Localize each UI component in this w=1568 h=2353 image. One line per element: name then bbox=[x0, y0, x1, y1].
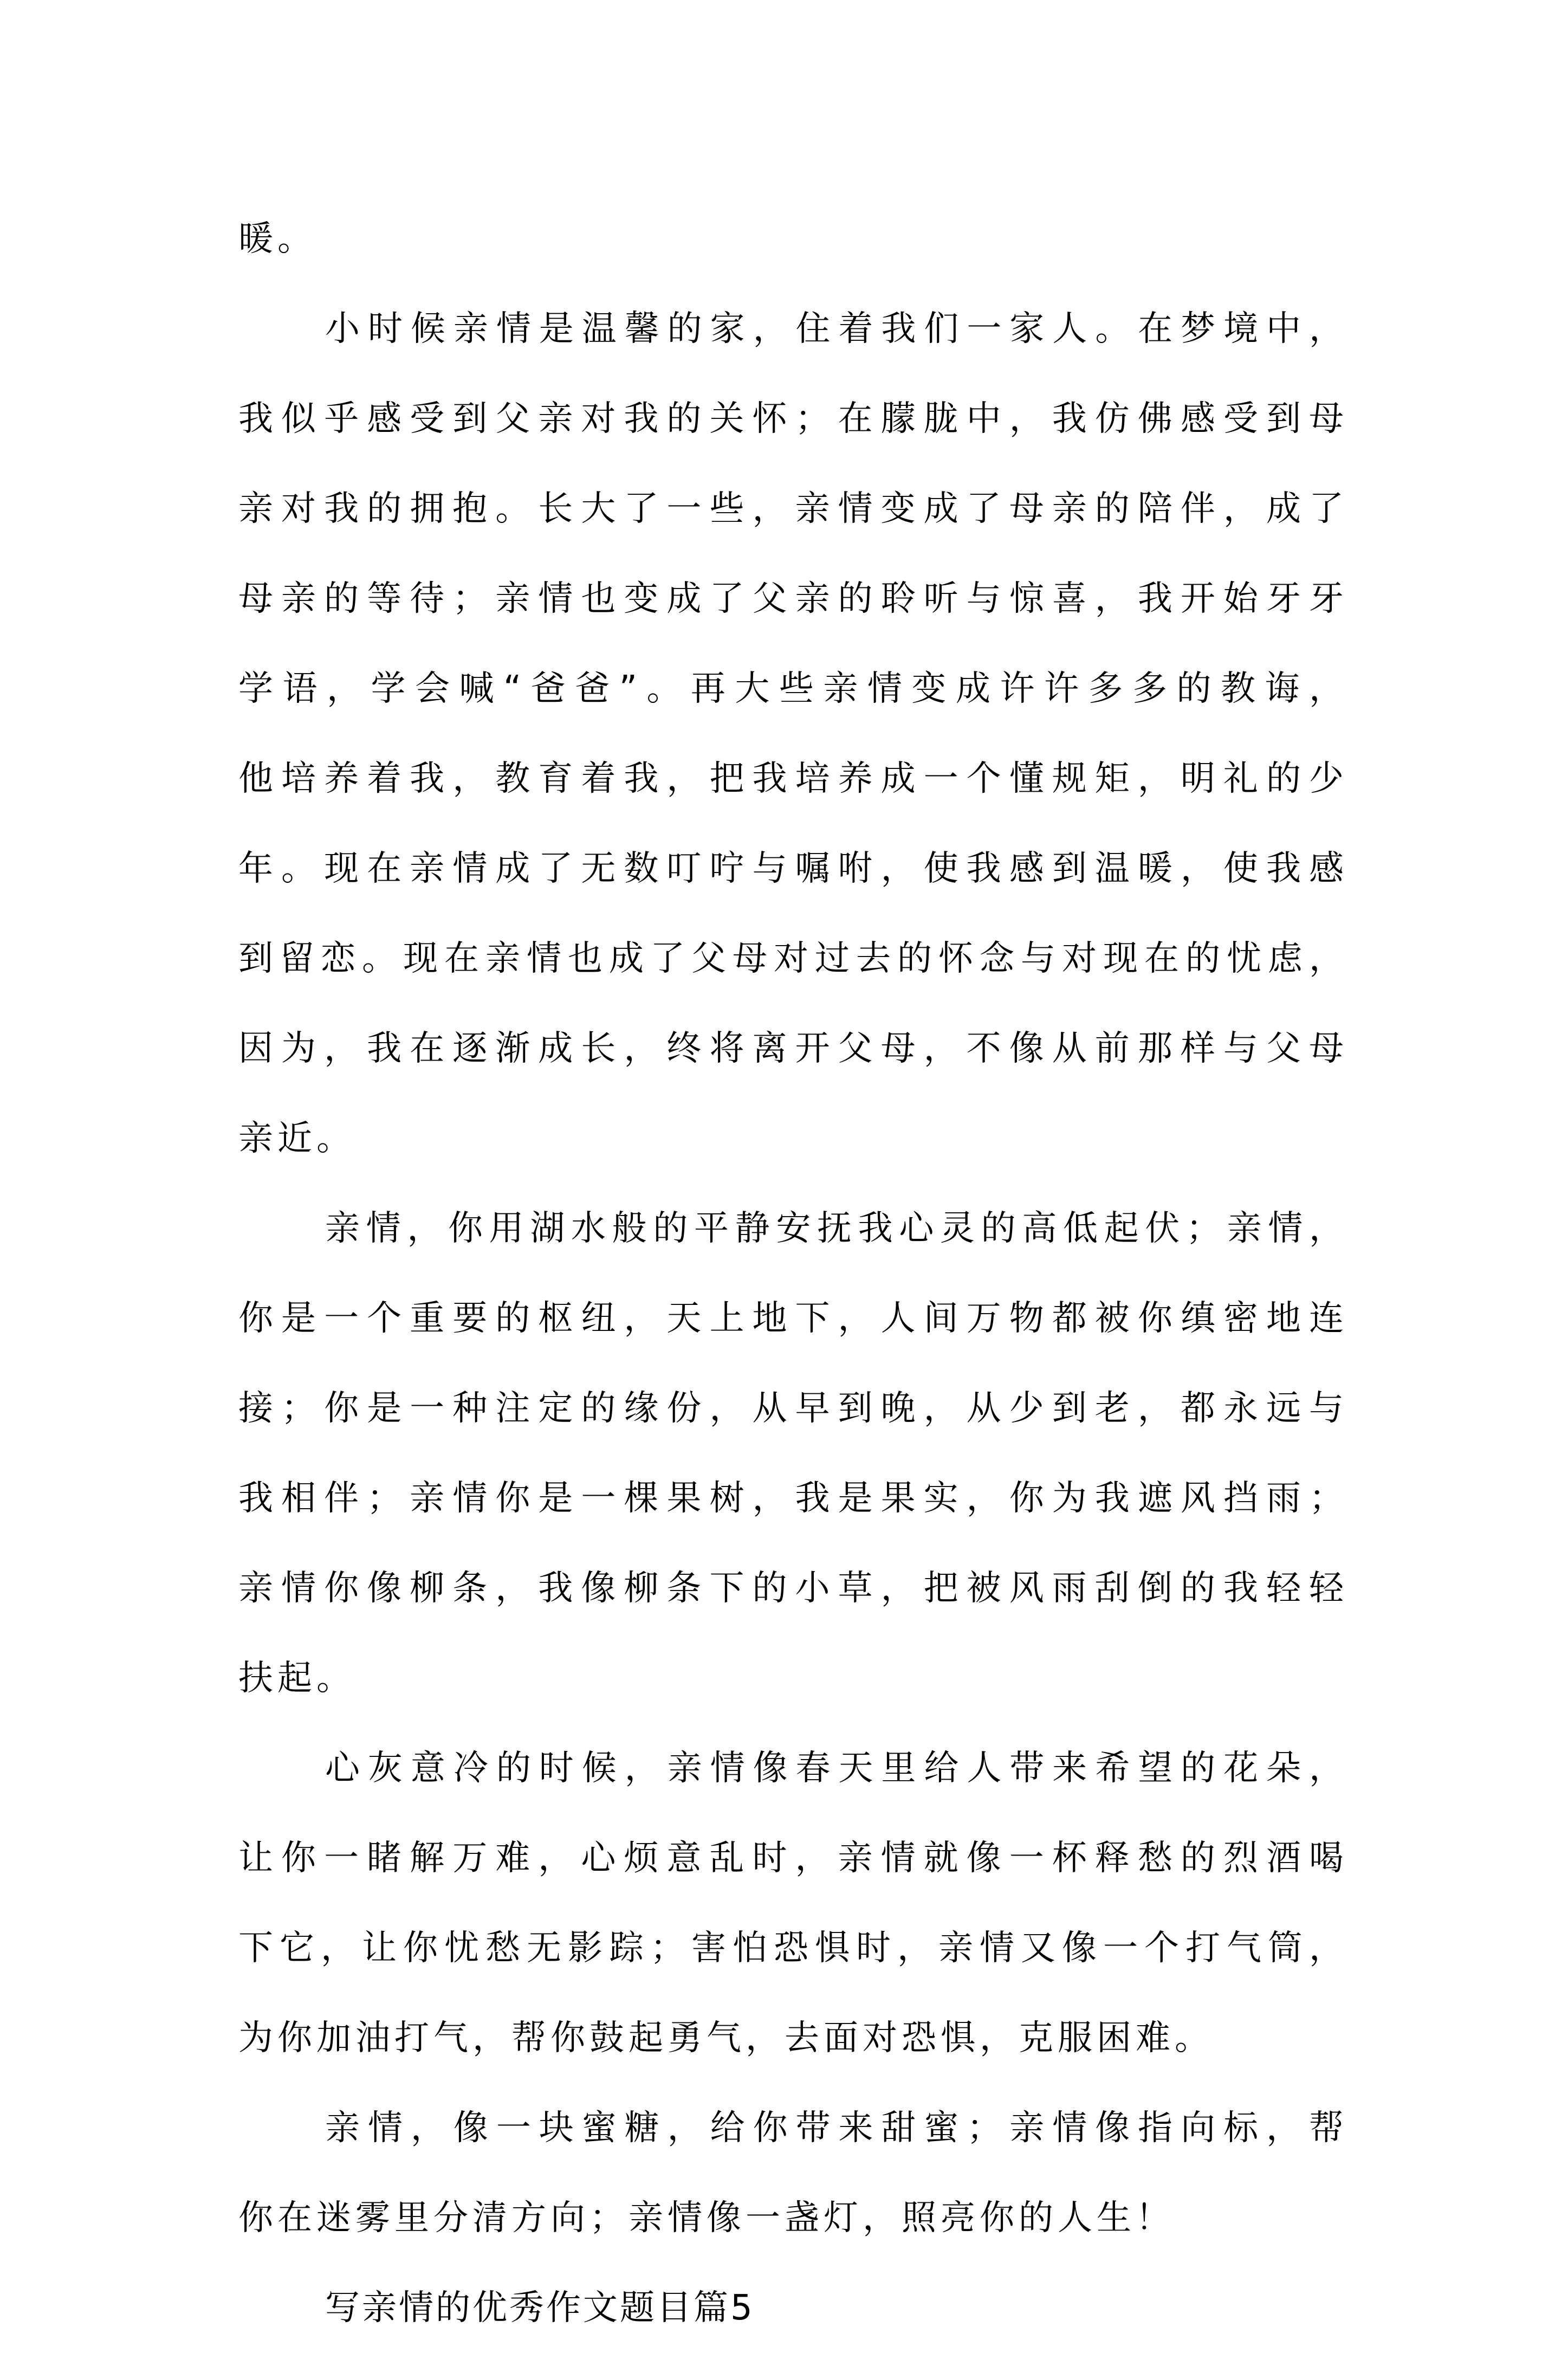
paragraph-line: 我似乎感受到父亲对我的关怀；在朦胧中，我仿佛感受到母 bbox=[238, 399, 1344, 439]
paragraph-line: 年。现在亲情成了无数叮咛与嘱咐，使我感到温暖，使我感 bbox=[238, 849, 1344, 889]
paragraph-line: 亲情，像一块蜜糖，给你带来甜蜜；亲情像指向标，帮 bbox=[325, 2108, 1344, 2148]
paragraph-line: 亲对我的拥抱。长大了一些，亲情变成了母亲的陪伴，成了 bbox=[238, 489, 1344, 529]
paragraph-line: 暖。 bbox=[238, 219, 316, 259]
paragraph-line: 扶起。 bbox=[238, 1658, 355, 1698]
paragraph-line: 到留恋。现在亲情也成了父母对过去的怀念与对现在的忧虑， bbox=[238, 939, 1344, 979]
paragraph-line: 为你加油打气，帮你鼓起勇气，去面对恐惧，克服困难。 bbox=[238, 2018, 1214, 2058]
paragraph-line: 心灰意冷的时候，亲情像春天里给人带来希望的花朵， bbox=[325, 1748, 1344, 1788]
paragraph-line: 学语，学会喊“爸爸”。再大些亲情变成许许多多的教诲， bbox=[238, 669, 1344, 709]
paragraph-line: 让你一睹解万难，心烦意乱时，亲情就像一杯释愁的烈酒喝 bbox=[238, 1838, 1344, 1878]
paragraph-line: 因为，我在逐渐成长，终将离开父母，不像从前那样与父母 bbox=[238, 1029, 1344, 1069]
paragraph-line: 他培养着我，教育着我，把我培养成一个懂规矩，明礼的少 bbox=[238, 759, 1344, 799]
paragraph-line: 我相伴；亲情你是一棵果树，我是果实，你为我遮风挡雨； bbox=[238, 1478, 1344, 1518]
paragraph-line: 亲近。 bbox=[238, 1119, 355, 1159]
paragraph-line: 亲情你像柳条，我像柳条下的小草，把被风雨刮倒的我轻轻 bbox=[238, 1568, 1344, 1608]
paragraph-line: 你是一个重要的枢纽，天上地下，人间万物都被你缜密地连 bbox=[238, 1298, 1344, 1339]
paragraph-line: 亲情，你用湖水般的平静安抚我心灵的高低起伏；亲情， bbox=[325, 1208, 1344, 1249]
paragraph-line: 小时候亲情是温馨的家，住着我们一家人。在梦境中， bbox=[325, 309, 1344, 349]
paragraph-line: 接；你是一种注定的缘份，从早到晚，从少到老，都永远与 bbox=[238, 1388, 1344, 1428]
section-heading: 写亲情的优秀作文题目篇5 bbox=[325, 2288, 755, 2328]
essay-body bbox=[238, 194, 1344, 2353]
paragraph-line: 下它，让你忧愁无影踪；害怕恐惧时，亲情又像一个打气筒， bbox=[238, 1928, 1344, 1968]
paragraph-line: 母亲的等待；亲情也变成了父亲的聆听与惊喜，我开始牙牙 bbox=[238, 579, 1344, 619]
paragraph-line: 你在迷雾里分清方向；亲情像一盏灯，照亮你的人生！ bbox=[238, 2198, 1175, 2238]
